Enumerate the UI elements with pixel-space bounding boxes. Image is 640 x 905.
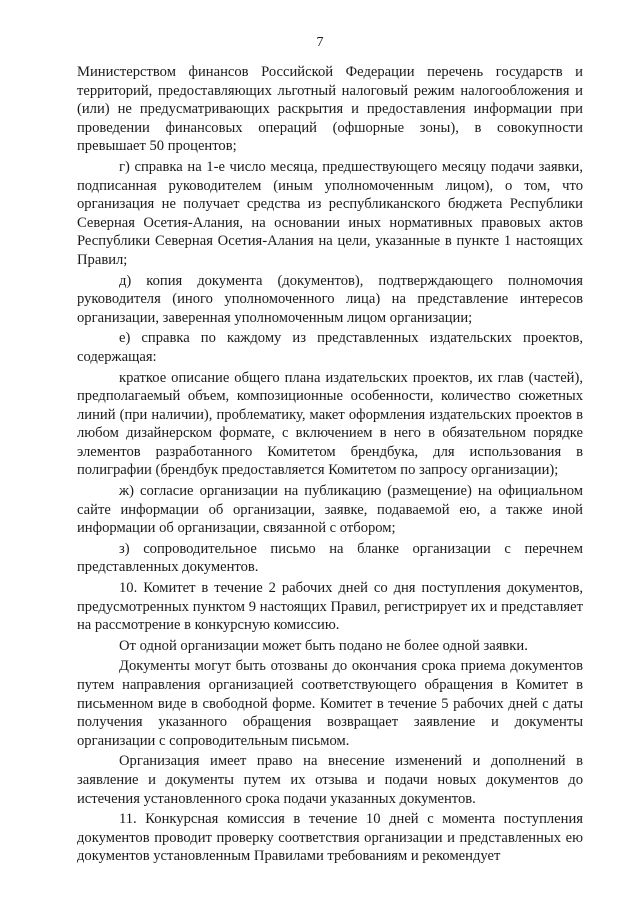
paragraph-project-description: краткое описание общего плана издательских проектов, их глав (частей), предполагаемый объем, композиционные особенности, количество сюжетных линий (при наличии), проблематику, макет оформления издательских проектов в любом дизайнерском формате, с включением в него в обязательном порядке элементов разработанного Комитетом брендбука, для использования в полиграфии (брендбук предоставляется Комитетом по запросу организации); <box>77 369 583 479</box>
paragraph-amendments: Организация имеет право на внесение изменений и дополнений в заявление и документы путем их отзыва и подачи новых документов до истечения установленного срока подачи указанных документов. <box>77 753 583 807</box>
paragraph-item-d: д) копия документа (документов), подтверждающего полномочия руководителя (иного уполномоченного лица) на представление интересов организации, заверенная уполномоченным лицом организации; <box>77 272 583 326</box>
paragraph-withdrawal: Документы могут быть отозваны до окончания срока приема документов путем направления организацией соответствующего обращения в Комитет в письменном виде в свободной форме. Комитет в течение 5 рабочих дней с даты получения указанного обращения возвращает заявление и документы организации с сопроводительным письмом. <box>77 658 583 749</box>
paragraph-item-g: г) справка на 1-е число месяца, предшествующего месяцу подачи заявки, подписанная руководителем (иным уполномоченным лицом), о том, что организация не получает средства из республиканского бюджета Республики Северная Осетия-Алания, на основании иных нормативных правовых актов Республики Северная Осетия-Алания на цели, указанные в пункте 1 настоящих Правил; <box>77 158 583 268</box>
paragraph-item-zh: ж) согласие организации на публикацию (размещение) на официальном сайте информации об организации, заявке, подаваемой ею, а также иной информации об организации, связанной с отбором; <box>77 483 583 537</box>
paragraph-one-application: От одной организации может быть подано не более одной заявки. <box>119 637 528 654</box>
document-body <box>77 63 583 868</box>
paragraph-clause-10: 10. Комитет в течение 2 рабочих дней со дня поступления документов, предусмотренных пунктом 9 настоящих Правил, регистрирует их и представляет на рассмотрение в конкурсную комиссию. <box>77 580 583 634</box>
paragraph-offshore-continuation: Министерством финансов Российской Федерации перечень государств и территорий, предоставляющих льготный налоговый режим налогообложения и (или) не предусматривающих раскрытия и предоставления информации при проведении финансовых операций (офшорные зоны), в совокупности превышает 50 процентов; <box>77 64 583 155</box>
paragraph-item-z: з) сопроводительное письмо на бланке организации с перечнем представленных документов. <box>77 540 583 576</box>
paragraph-clause-11: 11. Конкурсная комиссия в течение 10 дней с момента поступления документов проводит проверку соответствия организации и представленных ею документов установленным Правилами требованиям и рекомендует <box>77 811 583 865</box>
page-number: 7 <box>316 35 324 50</box>
paragraph-item-e: е) справка по каждому из представленных издательских проектов, содержащая: <box>77 330 583 365</box>
